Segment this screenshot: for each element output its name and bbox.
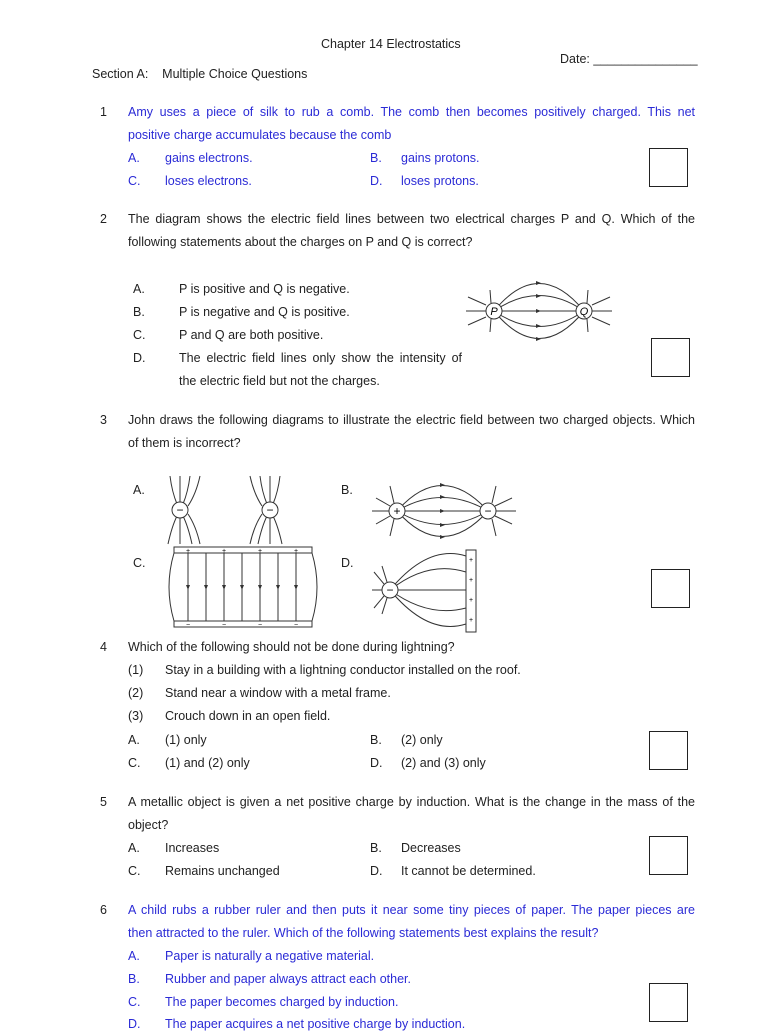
option-letter: C.	[128, 995, 141, 1009]
plate-charge-sign: +	[257, 548, 263, 555]
option-letter: D.	[370, 864, 383, 878]
option-letter: B.	[128, 972, 140, 986]
option-letter: A.	[128, 841, 140, 855]
option-b-text: P is negative and Q is positive.	[179, 305, 350, 319]
option-d-text-continued: the electric field but not the charges.	[179, 374, 380, 388]
option-letter: C.	[133, 556, 146, 570]
option-letter: C.	[128, 756, 141, 770]
option-c-text: (1) and (2) only	[165, 756, 250, 770]
statement-text: Stay in a building with a lightning conductor installed on the roof.	[165, 663, 521, 677]
diagram-c-parallel-plates	[168, 543, 320, 631]
answer-box[interactable]	[649, 148, 688, 187]
option-c-text: Remains unchanged	[165, 864, 280, 878]
option-letter: C.	[133, 328, 146, 342]
answer-box[interactable]	[651, 569, 690, 608]
question-number: 4	[100, 640, 107, 654]
charge-sign: −	[176, 503, 184, 517]
plate-charge-sign: +	[468, 617, 474, 624]
statement-number: (2)	[128, 686, 144, 700]
question-text-line: of them is incorrect?	[128, 436, 241, 450]
option-a-text: P is positive and Q is negative.	[179, 282, 350, 296]
option-a-text: (1) only	[165, 733, 207, 747]
diagram-b-opposite-charges	[370, 472, 520, 550]
question-text-line: John draws the following diagrams to illustrate the electric field between two charged objects. Which	[128, 413, 695, 427]
question-text-line: Which of the following should not be done during lightning?	[128, 640, 455, 654]
option-letter: B.	[133, 305, 145, 319]
question-text-line: following statements about the charges on P and Q is correct?	[128, 235, 473, 249]
question-number: 3	[100, 413, 107, 427]
option-letter: B.	[370, 841, 382, 855]
statement-number: (3)	[128, 709, 144, 723]
question-number: 1	[100, 105, 107, 119]
option-d-text: loses protons.	[401, 174, 479, 188]
charge-q-label: Q	[579, 306, 589, 318]
plate-charge-sign: +	[221, 548, 227, 555]
question-number: 2	[100, 212, 107, 226]
field-lines-diagram	[462, 270, 617, 352]
option-letter: D.	[341, 556, 354, 570]
statement-text: Crouch down in an open field.	[165, 709, 331, 723]
chapter-title: Chapter 14 Electrostatics	[321, 37, 461, 51]
statement-text: Stand near a window with a metal frame.	[165, 686, 391, 700]
question-text-line: A metallic object is given a net positive charge by induction. What is the change in the mass of the	[128, 795, 695, 809]
answer-box[interactable]	[649, 731, 688, 770]
option-letter: D.	[128, 1017, 141, 1031]
option-c-text: loses electrons.	[165, 174, 252, 188]
diagram-a-two-negative-charges	[160, 470, 290, 550]
option-letter: D.	[370, 756, 383, 770]
option-letter: B.	[370, 151, 382, 165]
plate-charge-sign: −	[257, 622, 263, 629]
date-field-label: Date: _______________	[560, 52, 698, 66]
answer-box[interactable]	[651, 338, 690, 377]
plate-charge-sign: +	[468, 557, 474, 564]
option-a-text: Paper is naturally a negative material.	[165, 949, 375, 963]
answer-box[interactable]	[649, 983, 688, 1022]
charge-p-label: P	[490, 306, 498, 318]
plate-charge-sign: +	[293, 548, 299, 555]
plate-charge-sign: +	[468, 597, 474, 604]
plate-charge-sign: −	[293, 622, 299, 629]
question-number: 6	[100, 903, 107, 917]
option-letter: A.	[128, 733, 140, 747]
question-text-line: then attracted to the ruler. Which of the following statements best explains the result?	[128, 926, 599, 940]
option-a-text: gains electrons.	[165, 151, 253, 165]
option-letter: A.	[128, 151, 140, 165]
plate-charge-sign: +	[468, 577, 474, 584]
charge-sign: +	[393, 504, 401, 518]
option-letter: C.	[128, 864, 141, 878]
option-b-text: gains protons.	[401, 151, 480, 165]
option-c-text: The paper becomes charged by induction.	[165, 995, 399, 1009]
option-d-text: (2) and (3) only	[401, 756, 486, 770]
question-text-line: Amy uses a piece of silk to rub a comb. The comb then becomes positively charged. This net	[128, 105, 695, 119]
option-letter: B.	[370, 733, 382, 747]
charge-sign: −	[484, 504, 492, 518]
option-c-text: P and Q are both positive.	[179, 328, 324, 342]
option-letter: D.	[133, 351, 146, 365]
option-letter: A.	[133, 282, 145, 296]
option-b-text: Rubber and paper always attract each other.	[165, 972, 411, 986]
section-label: Section A: Multiple Choice Questions	[92, 67, 308, 81]
option-letter: B.	[341, 483, 353, 497]
plate-charge-sign: −	[185, 622, 191, 629]
statement-number: (1)	[128, 663, 144, 677]
question-text-line: positive charge accumulates because the comb	[128, 128, 392, 142]
question-text-line: A child rubs a rubber ruler and then puts it near some tiny pieces of paper. The paper pieces are	[128, 903, 695, 917]
charge-sign: −	[266, 503, 274, 517]
option-b-text: (2) only	[401, 733, 443, 747]
option-letter: A.	[133, 483, 145, 497]
question-text-line: object?	[128, 818, 169, 832]
option-d-text: The electric field lines only show the intensity of	[179, 351, 462, 365]
charge-sign: −	[386, 583, 394, 597]
answer-box[interactable]	[649, 836, 688, 875]
option-letter: D.	[370, 174, 383, 188]
option-d-text: It cannot be determined.	[401, 864, 536, 878]
plate-charge-sign: −	[221, 622, 227, 629]
question-number: 5	[100, 795, 107, 809]
option-b-text: Decreases	[401, 841, 461, 855]
diagram-d-charge-and-plate	[368, 548, 482, 634]
option-letter: C.	[128, 174, 141, 188]
plate-charge-sign: +	[185, 548, 191, 555]
option-d-text: The paper acquires a net positive charge by induction.	[165, 1017, 466, 1031]
option-a-text: Increases	[165, 841, 220, 855]
question-text-line: The diagram shows the electric field lines between two electrical charges P and Q. Which of the	[128, 212, 695, 226]
option-letter: A.	[128, 949, 140, 963]
